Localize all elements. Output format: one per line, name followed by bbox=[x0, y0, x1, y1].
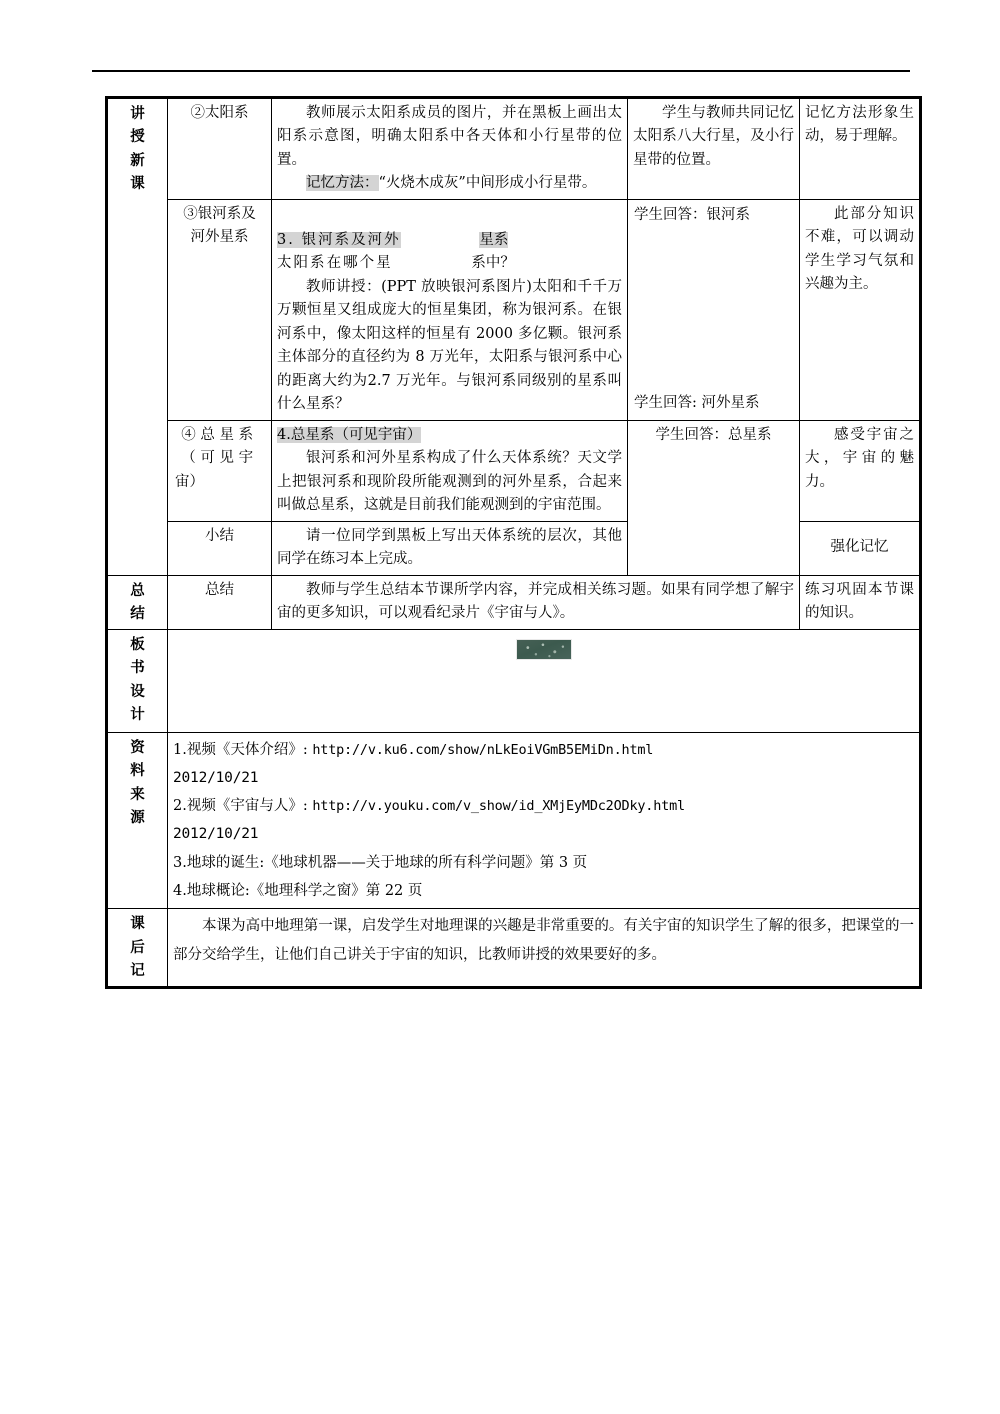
postscript-content bbox=[168, 909, 920, 986]
design-note-solar bbox=[800, 99, 920, 200]
stage-char: 授 bbox=[130, 128, 145, 146]
design-note-summary bbox=[800, 575, 920, 629]
stage-char: 讲 bbox=[130, 105, 145, 122]
resource-line bbox=[173, 792, 914, 820]
label-char: 设 bbox=[130, 682, 145, 700]
content-solar-system bbox=[272, 99, 628, 200]
topic-summary: 总结 bbox=[168, 575, 272, 629]
galaxy-heading-right: 星系 bbox=[479, 231, 509, 248]
note-text: 感受宇宙之大，宇宙的魅力。 bbox=[805, 426, 914, 490]
resource-line bbox=[173, 736, 914, 764]
stage-char: 新 bbox=[130, 151, 145, 169]
resource-line: 4.地球概论:《地理科学之窗》第 22 页 bbox=[173, 883, 423, 900]
table-row bbox=[108, 732, 920, 909]
resource-url[interactable]: http://v.youku.com/v_show/id_XMjEyMDc2ODky.html bbox=[312, 798, 685, 815]
label-char: 板 bbox=[130, 635, 145, 653]
label-char: 计 bbox=[130, 706, 145, 724]
stage-char: 课 bbox=[130, 175, 145, 193]
galaxy-question-left: 太阳系在哪个星 bbox=[277, 255, 393, 272]
postscript-text: 本课为高中地理第一课，启发学生对地理课的兴趣是非常重要的。有关宇宙的知识学生了解的很多，把课堂的一部分交给学生，让他们自己讲关于宇宙的知识，比教师讲授的效果要好的多。 bbox=[173, 918, 914, 963]
topic-galaxy-line2: 河外星系 bbox=[190, 229, 249, 246]
resource-line: 3.地球的诞生:《地球机器——关于地球的所有科学问题》第 3 页 bbox=[173, 854, 588, 871]
topic-solar-system: ②太阳系 bbox=[168, 99, 272, 200]
student-text: 学生回答：总星系 bbox=[655, 426, 772, 443]
label-char: 源 bbox=[130, 809, 145, 827]
galaxy-question-row bbox=[277, 252, 622, 275]
content-paragraph: 教师展示太阳系成员的图片，并在黑板上画出太阳系示意图，明确太阳系中各天体和小行星带的位置。 bbox=[277, 105, 622, 168]
student-answer-bottom: 学生回答: 河外星系 bbox=[634, 395, 760, 412]
label-char: 来 bbox=[130, 785, 145, 803]
design-note-galaxy bbox=[800, 199, 920, 420]
table-row bbox=[108, 629, 920, 732]
blackboard-design-content bbox=[168, 629, 920, 732]
memory-method-text: “火烧木成灰”中间形成小行星带。 bbox=[378, 175, 597, 192]
header-rule bbox=[92, 70, 910, 72]
resource-prefix: 1.视频《天体介绍》: bbox=[173, 741, 308, 758]
topic-total-galaxy bbox=[168, 420, 272, 521]
resource-date: 2012/10/21 bbox=[173, 769, 259, 786]
design-note-summary-small: 强化记忆 bbox=[800, 521, 920, 575]
table-row bbox=[108, 909, 920, 986]
content-paragraph-memory bbox=[277, 172, 622, 195]
stage-label-summary bbox=[108, 575, 168, 629]
label-char: 料 bbox=[130, 762, 145, 780]
table-row bbox=[108, 199, 920, 420]
content-paragraph: 请一位同学到黑板上写出天体系统的层次，其他同学在练习本上完成。 bbox=[277, 527, 622, 568]
lesson-plan-table bbox=[107, 98, 920, 987]
table-row bbox=[108, 575, 920, 629]
table-row bbox=[108, 99, 920, 200]
blackboard-photo-icon bbox=[516, 639, 572, 660]
topic-summary-small: 小结 bbox=[168, 521, 272, 575]
heading-text: 4.总星系（可见宇宙） bbox=[277, 426, 422, 443]
student-activity-total bbox=[628, 420, 800, 575]
content-galaxy bbox=[272, 199, 628, 420]
note-text: 记忆方法形象生动，易于理解。 bbox=[805, 105, 914, 145]
content-summary-small bbox=[272, 521, 628, 575]
content-paragraph: 教师与学生总结本节课所学内容，并完成相关练习题。如果有同学想了解宇宙的更多知识，可以观看纪录片《宇宙与人》。 bbox=[277, 581, 794, 622]
topic-total-line3: 宙） bbox=[175, 473, 204, 490]
content-total-galaxy bbox=[272, 420, 628, 521]
student-answer-top: 学生回答：银河系 bbox=[634, 206, 750, 223]
topic-total-line1: ④总星系 bbox=[181, 426, 258, 443]
resource-date: 2012/10/21 bbox=[173, 826, 259, 843]
postscript-label bbox=[108, 909, 168, 986]
resource-url[interactable]: http://v.ku6.com/show/nLkEoiVGmB5EMiDn.html bbox=[312, 741, 654, 758]
label-char: 后 bbox=[130, 938, 145, 956]
content-paragraph: 银河系和河外星系构成了什么天体系统？天文学上把银河系和现阶段所能观测到的河外星系，合起来叫做总星系，这就是目前我们能观测到的宇宙范围。 bbox=[277, 450, 622, 514]
content-summary bbox=[272, 575, 800, 629]
student-text: 学生与教师共同记忆太阳系八大行星，及小行星带的位置。 bbox=[633, 105, 794, 168]
student-activity-solar bbox=[628, 99, 800, 200]
total-galaxy-heading bbox=[277, 424, 622, 447]
label-char: 记 bbox=[130, 962, 145, 980]
label-char: 课 bbox=[130, 915, 145, 933]
resources-label bbox=[108, 732, 168, 909]
note-text: 练习巩固本节课的知识。 bbox=[805, 581, 914, 622]
stage-char: 总 bbox=[130, 581, 145, 599]
student-activity-galaxy bbox=[628, 199, 800, 420]
blackboard-design-label bbox=[108, 629, 168, 732]
galaxy-heading-left: 3. 银河系及河外 bbox=[277, 231, 401, 248]
topic-total-line2: （可见宇 bbox=[181, 450, 258, 467]
table-row bbox=[108, 420, 920, 521]
galaxy-heading-row bbox=[277, 229, 622, 252]
stage-label-teach bbox=[108, 99, 168, 576]
highlight-memory-method: 记忆方法： bbox=[306, 175, 379, 192]
galaxy-question-right: 系中？ bbox=[471, 255, 515, 272]
topic-galaxy bbox=[168, 199, 272, 420]
topic-galaxy-line1: ③银河系及 bbox=[183, 205, 256, 222]
note-text: 此部分知识不难，可以调动学生学习气氛和兴趣为主。 bbox=[805, 205, 914, 293]
design-note-total bbox=[800, 420, 920, 521]
resources-content bbox=[168, 732, 920, 909]
label-char: 书 bbox=[130, 659, 145, 677]
label-char: 资 bbox=[130, 738, 145, 756]
content-paragraph: 教师讲授：(PPT 放映银河系图片)太阳和千千万万颗恒星又组成庞大的恒星集团，称为银河系。在银河系中，像太阳这样的恒星有 2000 多亿颗。银河系主体部分的直径约为 8 万光年，太阳系与银河系中心的距离大约为2.7 万光年。与银河系同级别的星系叫什么星系？ bbox=[277, 278, 622, 413]
stage-char: 结 bbox=[130, 605, 145, 623]
resource-prefix: 2.视频《宇宙与人》: bbox=[173, 798, 308, 815]
